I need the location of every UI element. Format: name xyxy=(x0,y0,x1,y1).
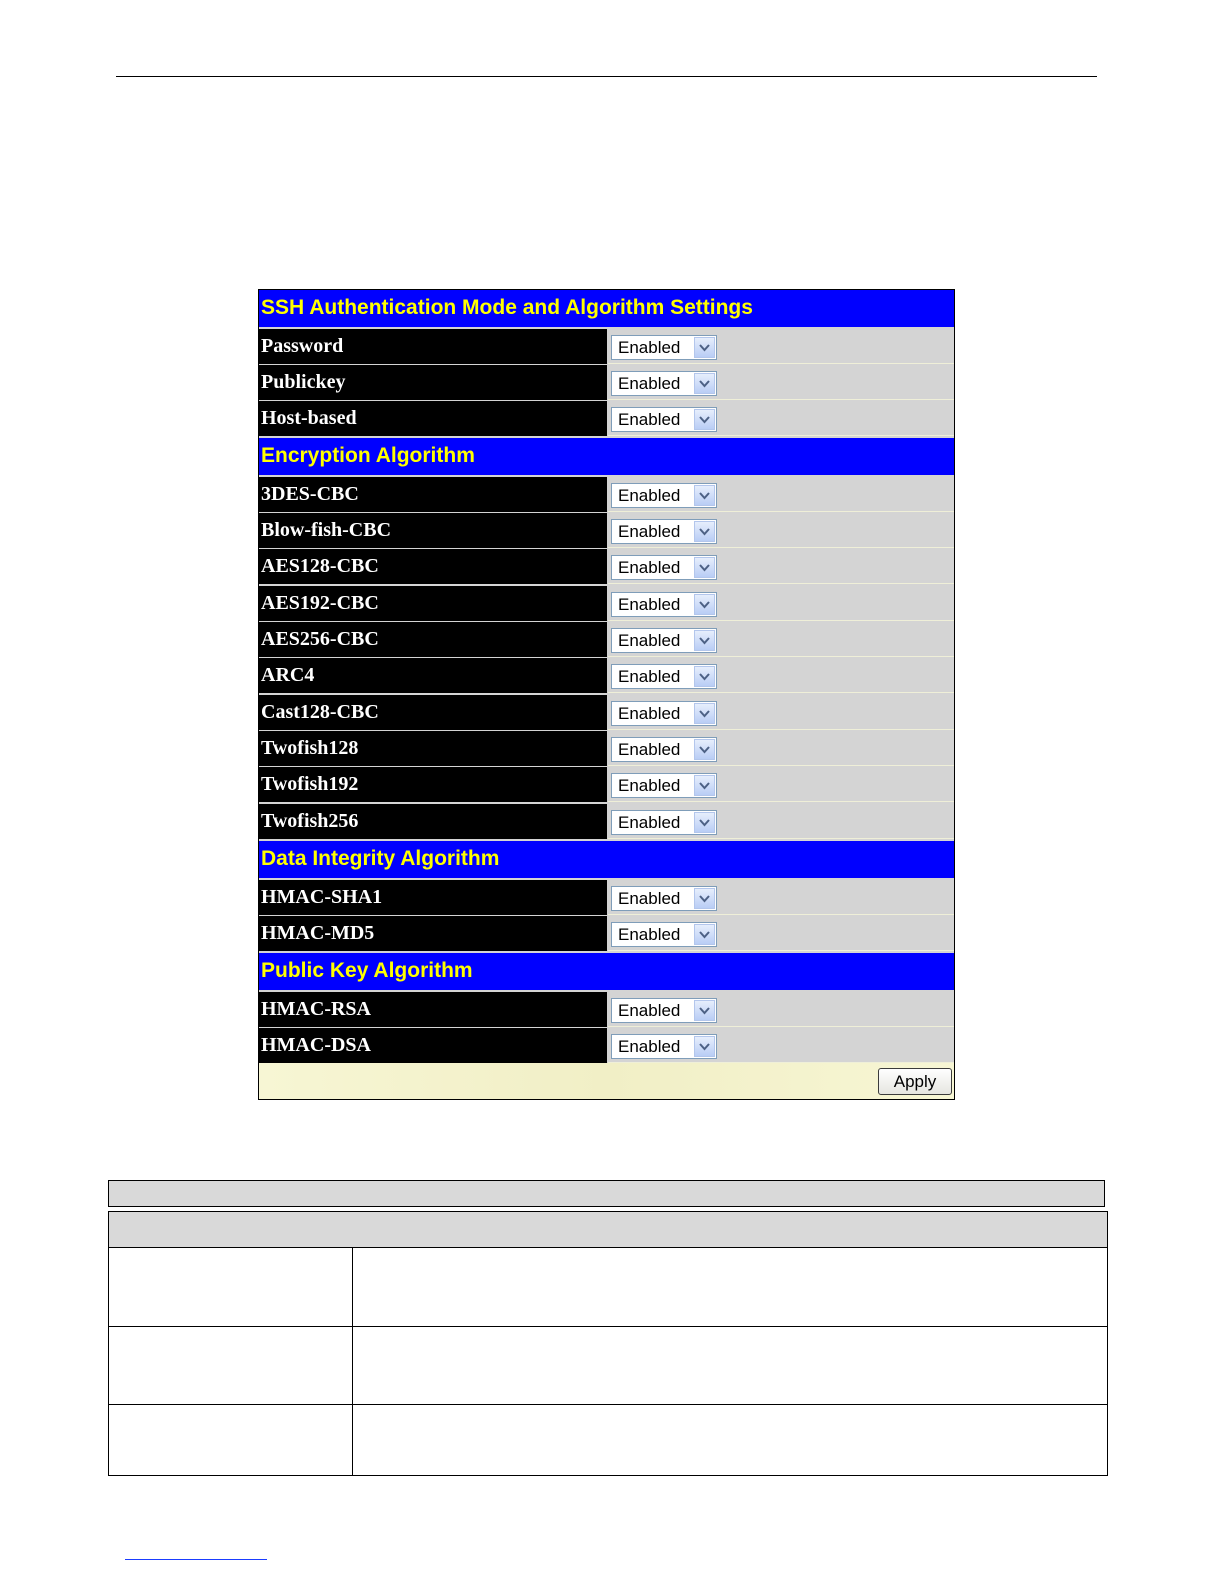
setting-label: Twofish256 xyxy=(259,804,607,839)
setting-label: HMAC-SHA1 xyxy=(259,880,607,915)
chevron-down-icon[interactable] xyxy=(694,812,715,833)
hmac-sha1-select[interactable] xyxy=(611,886,717,911)
twofish256-select[interactable] xyxy=(611,810,717,835)
setting-row-cast128-cbc xyxy=(259,695,954,731)
setting-row-aes256-cbc xyxy=(259,622,954,658)
chevron-down-icon[interactable] xyxy=(694,630,715,651)
setting-label: HMAC-DSA xyxy=(259,1028,607,1063)
chevron-down-icon[interactable] xyxy=(694,775,715,796)
setting-label: 3DES-CBC xyxy=(259,477,607,512)
setting-value-cell xyxy=(608,586,954,621)
chevron-down-icon[interactable] xyxy=(694,888,715,909)
footer-link-underline[interactable] xyxy=(125,1559,267,1560)
setting-row-hmac-rsa xyxy=(259,992,954,1028)
setting-label: Host-based xyxy=(259,401,607,436)
setting-label: HMAC-MD5 xyxy=(259,916,607,951)
setting-value-cell xyxy=(608,1028,954,1063)
select-value: Enabled xyxy=(618,595,681,614)
select-value: Enabled xyxy=(618,740,681,759)
chevron-down-icon[interactable] xyxy=(694,1036,715,1057)
page-header-rule xyxy=(116,76,1097,77)
3des-cbc-select[interactable] xyxy=(611,483,717,508)
select-value: Enabled xyxy=(618,558,681,577)
description-table xyxy=(108,1211,1108,1476)
setting-row-hmac-md5 xyxy=(259,916,954,952)
chevron-down-icon[interactable] xyxy=(694,666,715,687)
setting-value-cell xyxy=(608,549,954,584)
chevron-down-icon[interactable] xyxy=(694,409,715,430)
cast128-cbc-select[interactable] xyxy=(611,701,717,726)
setting-label: Cast128-CBC xyxy=(259,695,607,730)
select-value: Enabled xyxy=(618,374,681,393)
setting-value-cell xyxy=(608,329,954,364)
select-value: Enabled xyxy=(618,522,681,541)
setting-row-password xyxy=(259,329,954,365)
setting-row-hmac-sha1 xyxy=(259,880,954,916)
select-value: Enabled xyxy=(618,1001,681,1020)
twofish128-select[interactable] xyxy=(611,737,717,762)
setting-value-cell xyxy=(608,992,954,1027)
setting-value-cell xyxy=(608,916,954,951)
select-value: Enabled xyxy=(618,925,681,944)
setting-row-hmac-dsa xyxy=(259,1028,954,1064)
setting-label: Twofish192 xyxy=(259,767,607,802)
chevron-down-icon[interactable] xyxy=(694,739,715,760)
setting-value-cell xyxy=(608,513,954,548)
password-select[interactable] xyxy=(611,335,717,360)
select-value: Enabled xyxy=(618,889,681,908)
table-cell xyxy=(109,1327,353,1404)
chevron-down-icon[interactable] xyxy=(694,1000,715,1021)
setting-row-3des-cbc xyxy=(259,477,954,513)
hmac-dsa-select[interactable] xyxy=(611,1034,717,1059)
select-value: Enabled xyxy=(618,1037,681,1056)
setting-label: Publickey xyxy=(259,365,607,400)
setting-row-publickey xyxy=(259,365,954,401)
setting-row-twofish128 xyxy=(259,731,954,767)
encryption-section-header: Encryption Algorithm xyxy=(259,438,954,475)
publickey-select[interactable] xyxy=(611,371,717,396)
aes256-cbc-select[interactable] xyxy=(611,628,717,653)
setting-label: Password xyxy=(259,329,607,364)
setting-label: AES128-CBC xyxy=(259,549,607,584)
table-row xyxy=(109,1327,1107,1405)
chevron-down-icon[interactable] xyxy=(694,521,715,542)
chevron-down-icon[interactable] xyxy=(694,485,715,506)
select-value: Enabled xyxy=(618,704,681,723)
chevron-down-icon[interactable] xyxy=(694,924,715,945)
apply-button[interactable]: Apply xyxy=(878,1068,952,1095)
setting-label: Twofish128 xyxy=(259,731,607,766)
select-value: Enabled xyxy=(618,667,681,686)
setting-row-aes128-cbc xyxy=(259,549,954,585)
setting-value-cell xyxy=(608,365,954,400)
setting-value-cell xyxy=(608,477,954,512)
panel-footer xyxy=(259,1063,954,1099)
select-value: Enabled xyxy=(618,631,681,650)
description-caption-bar xyxy=(108,1180,1105,1207)
setting-label: AES192-CBC xyxy=(259,586,607,621)
setting-row-twofish192 xyxy=(259,767,954,803)
ssh-settings-panel xyxy=(258,289,955,1100)
setting-row-host-based xyxy=(259,401,954,437)
chevron-down-icon[interactable] xyxy=(694,373,715,394)
host-based-select[interactable] xyxy=(611,407,717,432)
select-value: Enabled xyxy=(618,410,681,429)
setting-row-blow-fish-cbc xyxy=(259,513,954,549)
description-table-header xyxy=(109,1212,1107,1248)
setting-label: HMAC-RSA xyxy=(259,992,607,1027)
table-cell xyxy=(109,1248,353,1326)
table-row xyxy=(109,1248,1107,1327)
select-value: Enabled xyxy=(618,813,681,832)
setting-value-cell xyxy=(608,658,954,693)
setting-row-arc4 xyxy=(259,658,954,694)
table-cell xyxy=(109,1405,353,1475)
setting-label: Blow-fish-CBC xyxy=(259,513,607,548)
hmac-md5-select[interactable] xyxy=(611,922,717,947)
panel-title: SSH Authentication Mode and Algorithm Settings xyxy=(259,290,954,327)
setting-label: ARC4 xyxy=(259,658,607,693)
setting-value-cell xyxy=(608,804,954,839)
setting-value-cell xyxy=(608,731,954,766)
setting-value-cell xyxy=(608,622,954,657)
chevron-down-icon[interactable] xyxy=(694,337,715,358)
setting-row-aes192-cbc xyxy=(259,586,954,622)
blow-fish-cbc-select[interactable] xyxy=(611,519,717,544)
integrity-section-header: Data Integrity Algorithm xyxy=(259,841,954,878)
setting-value-cell xyxy=(608,767,954,802)
chevron-down-icon[interactable] xyxy=(694,703,715,724)
select-value: Enabled xyxy=(618,486,681,505)
public-key-section-header: Public Key Algorithm xyxy=(259,953,954,990)
hmac-rsa-select[interactable] xyxy=(611,998,717,1023)
twofish192-select[interactable] xyxy=(611,773,717,798)
table-row xyxy=(109,1405,1107,1475)
setting-value-cell xyxy=(608,695,954,730)
aes128-cbc-select[interactable] xyxy=(611,555,717,580)
select-value: Enabled xyxy=(618,776,681,795)
arc4-select[interactable] xyxy=(611,664,717,689)
aes192-cbc-select[interactable] xyxy=(611,592,717,617)
chevron-down-icon[interactable] xyxy=(694,594,715,615)
setting-value-cell xyxy=(608,880,954,915)
select-value: Enabled xyxy=(618,338,681,357)
setting-value-cell xyxy=(608,401,954,436)
chevron-down-icon[interactable] xyxy=(694,557,715,578)
setting-label: AES256-CBC xyxy=(259,622,607,657)
setting-row-twofish256 xyxy=(259,804,954,840)
